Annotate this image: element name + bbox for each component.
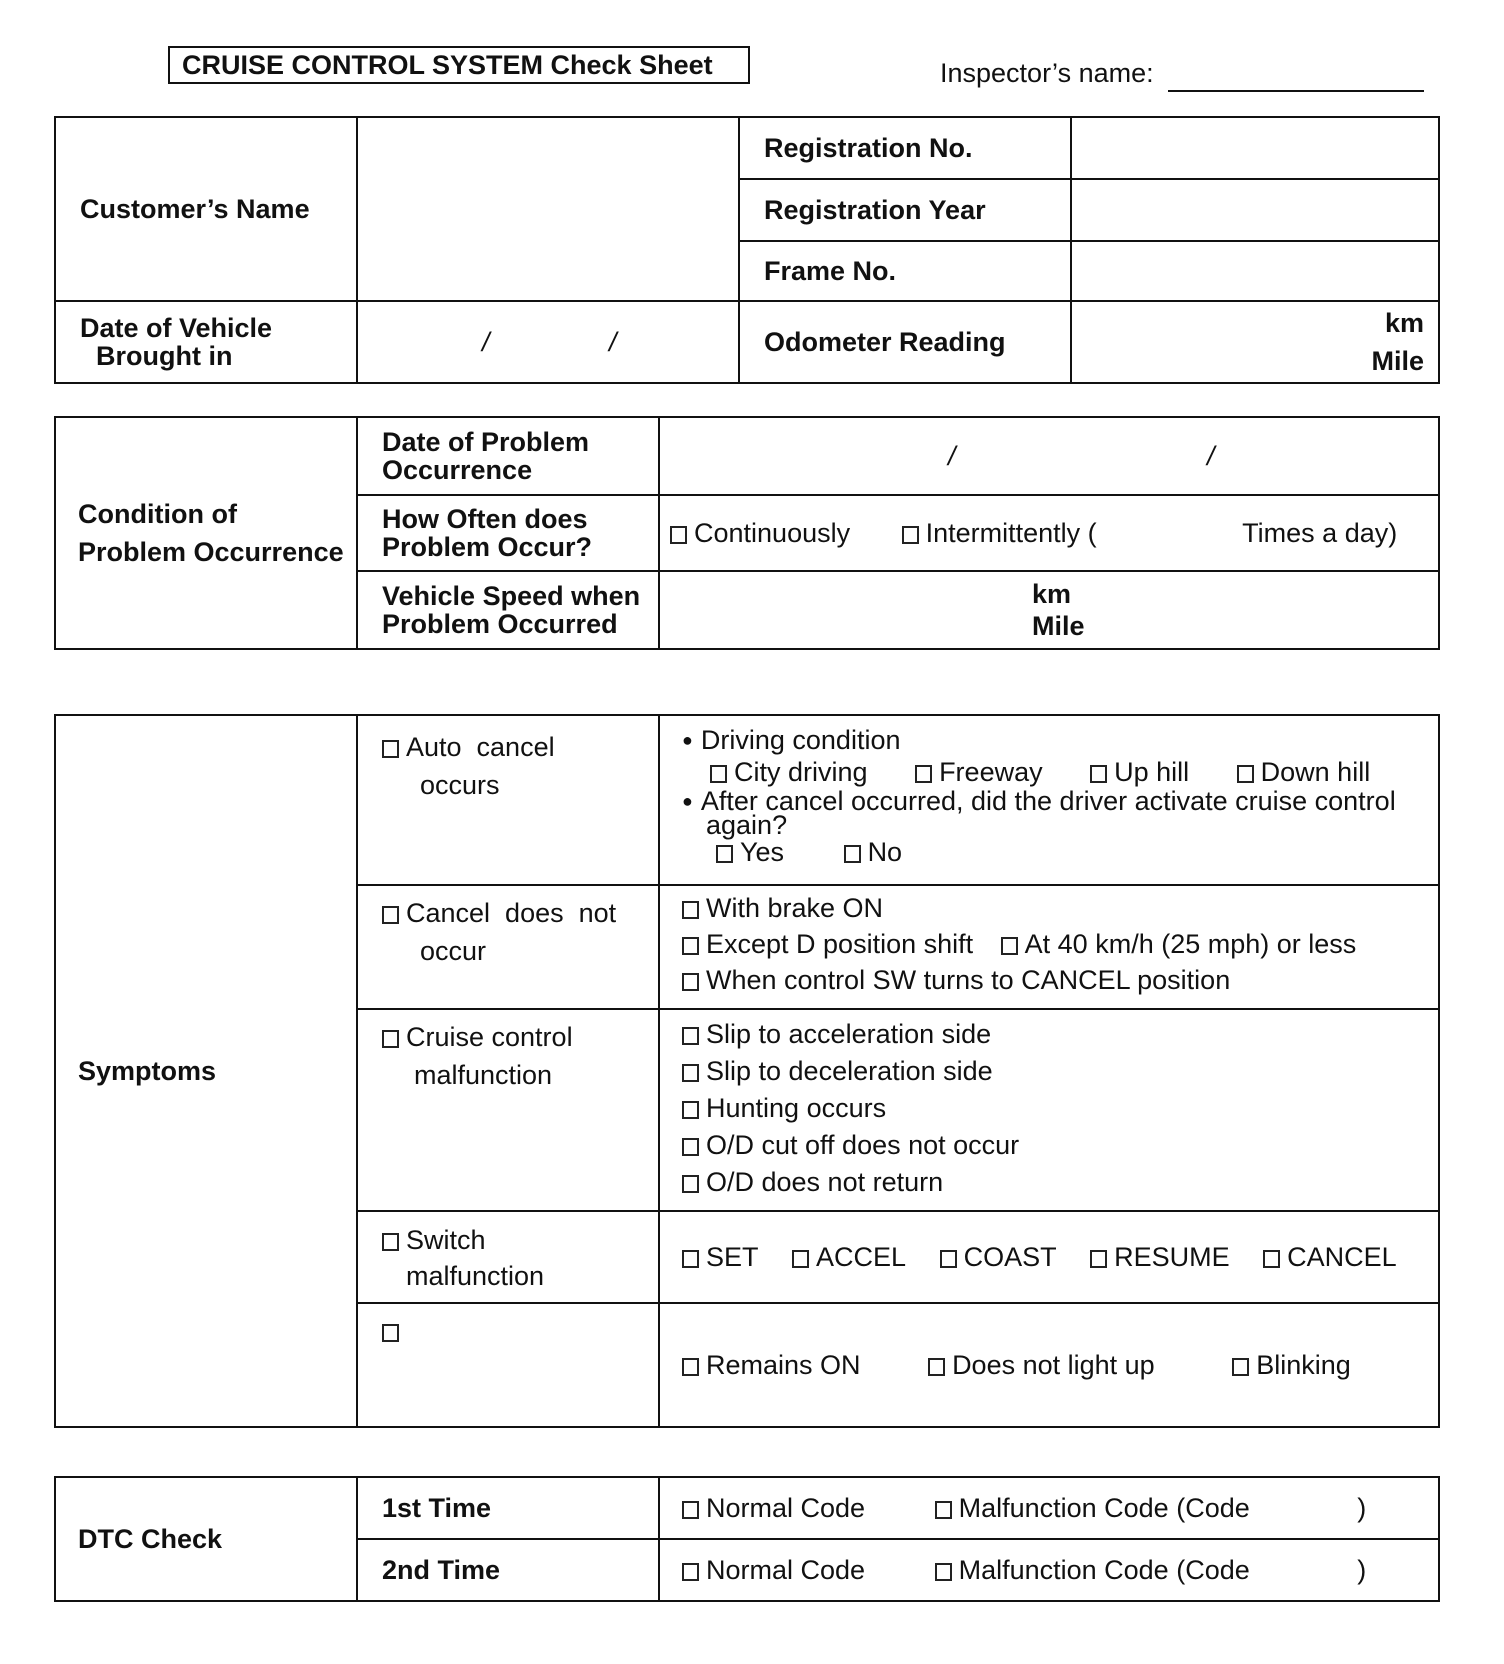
registration-year-field[interactable] xyxy=(1071,179,1439,241)
how-often-options xyxy=(659,495,1439,571)
frame-no-label: Frame No. xyxy=(739,241,1071,301)
problem-date-field[interactable] xyxy=(659,417,1439,495)
option-label: Malfunction Code (Code xyxy=(958,1554,1250,1585)
auto-cancel-option[interactable] xyxy=(357,715,659,885)
cancel-not-occur-label-line-2: occur xyxy=(420,936,487,966)
checkbox-icon[interactable] xyxy=(682,1501,699,1519)
auto-cancel-label-line-2: occurs xyxy=(420,770,500,800)
first-time-label: 1st Time xyxy=(357,1477,659,1539)
condition-table xyxy=(54,416,1440,650)
speed-field[interactable] xyxy=(659,571,1439,649)
checkbox-icon[interactable] xyxy=(682,973,699,991)
option-hunting[interactable] xyxy=(682,1090,1438,1127)
checkbox-icon[interactable] xyxy=(382,906,399,924)
option-label: CANCEL xyxy=(1287,1241,1397,1272)
first-time-options xyxy=(659,1477,1439,1539)
odometer-field[interactable] xyxy=(1071,301,1439,383)
problem-date-label-line-1: Date of Problem xyxy=(382,427,590,457)
option-label: SET xyxy=(706,1241,759,1272)
date-slash: / xyxy=(482,326,490,357)
unit-mile: Mile xyxy=(1032,611,1085,641)
checkbox-icon[interactable] xyxy=(682,901,699,919)
checkbox-icon[interactable] xyxy=(1090,765,1107,783)
cancel-not-occur-details xyxy=(659,885,1439,1009)
date-brought-label-line-2: Brought in xyxy=(96,341,233,371)
auto-cancel-details xyxy=(659,715,1439,885)
registration-no-label: Registration No. xyxy=(739,117,1071,179)
unit-km: km xyxy=(1032,579,1072,609)
checkbox-icon[interactable] xyxy=(382,1233,399,1251)
switch-malfunction-label-line-2: malfunction xyxy=(406,1261,545,1291)
checkbox-icon[interactable] xyxy=(682,1138,699,1156)
checkbox-icon[interactable] xyxy=(710,765,727,783)
option-with-brake[interactable] xyxy=(682,890,1438,926)
option-yes[interactable] xyxy=(716,836,784,868)
times-a-day-label: Times a day) xyxy=(1242,517,1398,548)
registration-year-label: Registration Year xyxy=(739,179,1071,241)
dtc-section-label: DTC Check xyxy=(55,1477,357,1601)
option-label: Continuously xyxy=(694,517,851,548)
date-brought-label xyxy=(55,301,357,383)
option-set[interactable] xyxy=(682,1242,759,1273)
option-malfunction-code[interactable] xyxy=(935,1493,1250,1524)
shift-options xyxy=(682,926,1438,962)
option-no[interactable] xyxy=(844,836,903,868)
option-label: Hunting occurs xyxy=(706,1093,887,1123)
option-city-driving[interactable] xyxy=(710,756,868,788)
option-malfunction-code[interactable] xyxy=(935,1555,1250,1586)
option-label: Remains ON xyxy=(706,1349,861,1380)
checkbox-icon[interactable] xyxy=(382,1030,399,1048)
option-label: Except D position shift xyxy=(706,929,974,959)
option-label: Freeway xyxy=(939,757,1043,787)
inspector-label: Inspector’s name: xyxy=(940,58,1154,88)
option-label: City driving xyxy=(734,757,868,787)
option-label: No xyxy=(867,837,903,867)
option-intermittently[interactable] xyxy=(902,518,1097,549)
cruise-malfunction-label-line-1: Cruise control xyxy=(406,1022,573,1052)
option-accel[interactable] xyxy=(792,1242,906,1273)
condition-label-line-1: Condition of xyxy=(78,499,237,529)
option-up-hill[interactable] xyxy=(1090,756,1189,788)
checkbox-icon[interactable] xyxy=(670,526,687,544)
unit-mile: Mile xyxy=(1371,346,1424,376)
frame-no-field[interactable] xyxy=(1071,241,1439,301)
symptoms-table xyxy=(54,714,1440,1428)
option-label: Slip to acceleration side xyxy=(706,1019,992,1049)
option-at-40[interactable] xyxy=(1001,926,1357,962)
speed-label xyxy=(357,571,659,649)
second-time-options xyxy=(659,1539,1439,1601)
option-label: At 40 km/h (25 mph) or less xyxy=(1024,929,1357,959)
option-blinking[interactable] xyxy=(1232,1350,1351,1381)
vehicle-info-table xyxy=(54,116,1440,384)
auto-cancel-label-line-1: Auto cancel xyxy=(406,732,555,762)
speed-label-line-1: Vehicle Speed when xyxy=(382,581,641,611)
close-paren: ) xyxy=(1357,1554,1367,1585)
second-time-label: 2nd Time xyxy=(357,1539,659,1601)
option-label: RESUME xyxy=(1114,1241,1230,1272)
option-cancel[interactable] xyxy=(1263,1242,1397,1273)
how-often-label-line-2: Problem Occur? xyxy=(382,532,593,562)
driving-condition-label: ● Driving condition xyxy=(682,724,1438,756)
unit-km: km xyxy=(1384,308,1424,338)
checkbox-icon[interactable] xyxy=(902,526,919,544)
reactivate-question-line-2: again? xyxy=(706,810,788,840)
date-slash: / xyxy=(609,326,617,357)
checkbox-icon[interactable] xyxy=(928,1358,945,1376)
cruise-malfunction-details xyxy=(659,1009,1439,1211)
checkbox-icon[interactable] xyxy=(940,1250,957,1268)
checkbox-icon[interactable] xyxy=(682,1250,699,1268)
condition-section-label xyxy=(55,417,357,649)
option-except-d[interactable] xyxy=(682,926,973,962)
checkbox-icon[interactable] xyxy=(682,1358,699,1376)
problem-date-label xyxy=(357,417,659,495)
date-brought-label-line-1: Date of Vehicle xyxy=(80,313,273,343)
reactivate-answers xyxy=(682,836,1438,868)
switch-malfunction-option[interactable] xyxy=(357,1211,659,1303)
checkbox-icon[interactable] xyxy=(1237,765,1254,783)
checkbox-icon[interactable] xyxy=(1232,1358,1249,1376)
reactivate-question-line-1: ● After cancel occurred, did the driver activate cruise control xyxy=(682,788,1438,814)
checkbox-icon[interactable] xyxy=(682,1064,699,1082)
option-label: Down hill xyxy=(1260,757,1371,787)
option-od-cut-off[interactable] xyxy=(682,1127,1438,1164)
checkbox-icon[interactable] xyxy=(716,845,733,863)
registration-no-field[interactable] xyxy=(1071,117,1439,179)
checkbox-icon[interactable] xyxy=(935,1563,952,1581)
speed-label-line-2: Problem Occurred xyxy=(382,609,618,639)
option-label: Slip to deceleration side xyxy=(706,1056,993,1086)
option-label: Malfunction Code (Code xyxy=(958,1492,1250,1523)
checkbox-icon[interactable] xyxy=(1001,937,1018,955)
checkbox-icon[interactable] xyxy=(382,1324,399,1342)
option-od-not-return[interactable] xyxy=(682,1164,1438,1201)
date-slash: / xyxy=(1207,440,1215,471)
date-slash: / xyxy=(948,440,956,471)
checkbox-icon[interactable] xyxy=(935,1501,952,1519)
switch-malfunction-label-line-1: Switch xyxy=(406,1225,486,1255)
indicator-option[interactable] xyxy=(357,1303,659,1427)
condition-label-line-2: Problem Occurrence xyxy=(78,537,344,567)
checkbox-icon[interactable] xyxy=(682,1101,699,1119)
option-label: ACCEL xyxy=(816,1241,907,1272)
option-label: O/D does not return xyxy=(706,1167,944,1197)
checkbox-icon[interactable] xyxy=(382,740,399,758)
checkbox-icon[interactable] xyxy=(915,765,932,783)
option-label: With brake ON xyxy=(706,893,884,923)
option-slip-deceleration[interactable] xyxy=(682,1053,1438,1090)
how-often-label-line-1: How Often does xyxy=(382,504,588,534)
option-label: COAST xyxy=(963,1241,1057,1272)
option-label: Normal Code xyxy=(706,1492,866,1523)
checkbox-icon[interactable] xyxy=(682,1175,699,1193)
indicator-options xyxy=(659,1303,1439,1427)
customer-name-label: Customer’s Name xyxy=(55,117,357,301)
cruise-malfunction-label-line-2: malfunction xyxy=(414,1060,553,1090)
checkbox-icon[interactable] xyxy=(682,937,699,955)
option-label: O/D cut off does not occur xyxy=(706,1130,1020,1160)
option-down-hill[interactable] xyxy=(1237,756,1371,788)
checkbox-icon[interactable] xyxy=(1263,1250,1280,1268)
how-often-label xyxy=(357,495,659,571)
cancel-not-occur-label-line-1: Cancel does not xyxy=(406,898,617,928)
option-coast[interactable] xyxy=(940,1242,1057,1273)
checkbox-icon[interactable] xyxy=(792,1250,809,1268)
option-label: Yes xyxy=(740,837,785,867)
option-slip-acceleration[interactable] xyxy=(682,1016,1438,1053)
option-continuously[interactable] xyxy=(670,518,850,549)
driving-condition-options xyxy=(682,756,1438,788)
problem-date-label-line-2: Occurrence xyxy=(382,455,533,485)
cruise-malfunction-option[interactable] xyxy=(357,1009,659,1211)
option-normal-code[interactable] xyxy=(682,1555,865,1586)
option-remains-on[interactable] xyxy=(682,1350,861,1381)
option-label: Intermittently ( xyxy=(925,517,1097,548)
option-label: Up hill xyxy=(1114,757,1190,787)
option-freeway[interactable] xyxy=(915,756,1043,788)
option-normal-code[interactable] xyxy=(682,1493,865,1524)
option-when-control[interactable] xyxy=(682,962,1438,998)
checkbox-icon[interactable] xyxy=(682,1563,699,1581)
option-does-not-light[interactable] xyxy=(928,1350,1155,1381)
checkbox-icon[interactable] xyxy=(844,845,861,863)
option-label: Does not light up xyxy=(952,1349,1155,1380)
sheet-title: CRUISE CONTROL SYSTEM Check Sheet xyxy=(168,46,750,84)
date-brought-field[interactable] xyxy=(357,301,739,383)
symptoms-section-label: Symptoms xyxy=(55,715,357,1427)
inspector-name-field[interactable] xyxy=(1168,90,1424,92)
option-resume[interactable] xyxy=(1090,1242,1230,1273)
cancel-not-occur-option[interactable] xyxy=(357,885,659,1009)
odometer-label: Odometer Reading xyxy=(739,301,1071,383)
option-label: Normal Code xyxy=(706,1554,866,1585)
option-label: When control SW turns to CANCEL position xyxy=(706,965,1231,995)
checkbox-icon[interactable] xyxy=(682,1027,699,1045)
close-paren: ) xyxy=(1357,1492,1367,1523)
switch-options xyxy=(659,1211,1439,1303)
checkbox-icon[interactable] xyxy=(1090,1250,1107,1268)
dtc-table xyxy=(54,1476,1440,1602)
customer-name-field[interactable] xyxy=(357,117,739,301)
option-label: Blinking xyxy=(1256,1349,1351,1380)
